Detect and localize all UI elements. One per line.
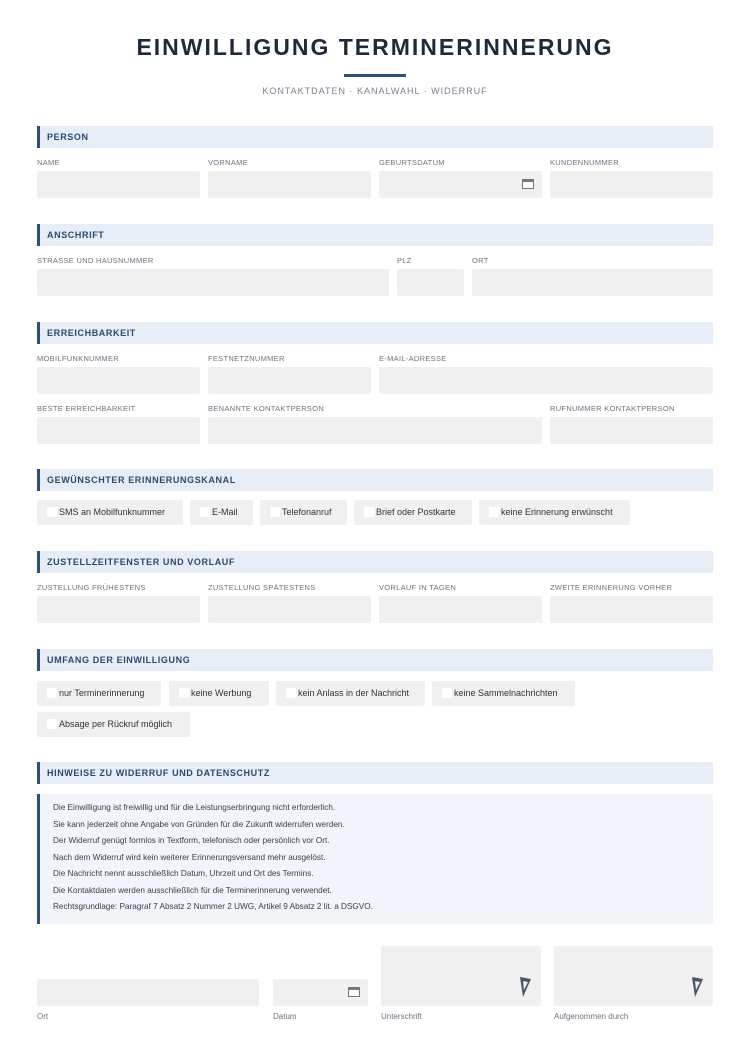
- section-person-header: [37, 126, 713, 148]
- name-label: NAME: [37, 158, 60, 167]
- unterschrift-label: Unterschrift: [381, 1012, 422, 1021]
- hinweis-line: Rechtsgrundlage: Paragraf 7 Absatz 2 Nummer 2 UWG, Artikel 9 Absatz 2 lit. a DSGVO.: [53, 902, 373, 911]
- zustellung-spaet-field[interactable]: [208, 596, 371, 623]
- kundennummer-field[interactable]: [550, 171, 713, 198]
- beste-erreichbarkeit-field[interactable]: [37, 417, 200, 444]
- section-erreichbarkeit-header: [37, 322, 713, 344]
- zustellung-frueh-field[interactable]: [37, 596, 200, 623]
- festnetz-field[interactable]: [208, 367, 371, 394]
- checkbox[interactable]: [489, 507, 499, 517]
- checkbox[interactable]: [47, 719, 57, 729]
- zustellung-spaet-label: ZUSTELLUNG SPÄTESTENS: [208, 583, 316, 592]
- hinweis-line: Sie kann jederzeit ohne Angabe von Gründen für die Zukunft widerrufen werden.: [53, 820, 345, 829]
- checkbox[interactable]: [286, 688, 296, 698]
- ort-field[interactable]: [472, 269, 713, 296]
- strasse-label: STRASSE UND HAUSNUMMER: [37, 256, 154, 265]
- section-erreichbarkeit-title: ERREICHBARKEIT: [47, 328, 136, 338]
- ort-signatur-label: Ort: [37, 1012, 49, 1021]
- section-umfang-title: UMFANG DER EINWILLIGUNG: [47, 655, 191, 665]
- section-umfang-header: [37, 649, 713, 671]
- pen-icon: [518, 976, 532, 998]
- rufnummer-kontaktperson-field[interactable]: [550, 417, 713, 444]
- vorname-field[interactable]: [208, 171, 371, 198]
- zweite-erinnerung-field[interactable]: [550, 596, 713, 623]
- calendar-icon[interactable]: [348, 987, 360, 997]
- umfang-option-kein-anlass[interactable]: kein Anlass in der Nachricht: [276, 681, 425, 706]
- section-kanal-title: GEWÜNSCHTER ERINNERUNGSKANAL: [47, 475, 236, 485]
- aufgenommen-field[interactable]: [554, 946, 713, 1006]
- email-field[interactable]: [379, 367, 713, 394]
- mobil-label: MOBILFUNKNUMMER: [37, 354, 120, 363]
- umfang-option-nur-termin[interactable]: nur Terminerinnerung: [37, 681, 161, 706]
- zustellung-frueh-label: ZUSTELLUNG FRÜHESTENS: [37, 583, 146, 592]
- hinweise-textblock: [37, 794, 713, 924]
- checkbox[interactable]: [270, 507, 280, 517]
- plz-field[interactable]: [397, 269, 464, 296]
- section-person-title: PERSON: [47, 132, 89, 142]
- hinweis-line: Der Widerruf genügt formlos in Textform, telefonisch oder persönlich vor Ort.: [53, 836, 330, 845]
- title-underline: [344, 74, 406, 77]
- page-subtitle: KONTAKTDATEN · KANALWAHL · WIDERRUF: [262, 86, 488, 96]
- section-zustellung-title: ZUSTELLZEITFENSTER UND VORLAUF: [47, 557, 235, 567]
- rufnummer-kontaktperson-label: RUFNUMMER KONTAKTPERSON: [550, 404, 675, 413]
- checkbox[interactable]: [200, 507, 210, 517]
- checkbox[interactable]: [364, 507, 374, 517]
- checkbox[interactable]: [47, 507, 57, 517]
- section-zustellung-header: [37, 551, 713, 573]
- section-hinweise-title: HINWEISE ZU WIDERRUF UND DATENSCHUTZ: [47, 768, 270, 778]
- calendar-icon[interactable]: [522, 179, 534, 189]
- email-label: E-MAIL-ADRESSE: [379, 354, 447, 363]
- zweite-erinnerung-label: ZWEITE ERINNERUNG VORHER: [550, 583, 673, 592]
- section-anschrift-title: ANSCHRIFT: [47, 230, 105, 240]
- vorlauf-label: VORLAUF IN TAGEN: [379, 583, 457, 592]
- ort-signatur-field[interactable]: [37, 979, 259, 1006]
- checkbox[interactable]: [179, 688, 189, 698]
- kundennummer-label: KUNDENNUMMER: [550, 158, 620, 167]
- datum-signatur-field[interactable]: [273, 979, 368, 1006]
- kontaktperson-label: BENANNTE KONTAKTPERSON: [208, 404, 325, 413]
- kanal-option-sms[interactable]: SMS an Mobilfunknummer: [37, 500, 183, 525]
- page-title: EINWILLIGUNG TERMINERINNERUNG: [136, 34, 614, 60]
- strasse-field[interactable]: [37, 269, 389, 296]
- geburtsdatum-field[interactable]: [379, 171, 542, 198]
- unterschrift-field[interactable]: [381, 946, 541, 1006]
- kanal-option-keine[interactable]: keine Erinnerung erwünscht: [479, 500, 630, 525]
- hinweis-line: Die Nachricht nennt ausschließlich Datum, Uhrzeit und Ort des Termins.: [53, 869, 314, 878]
- pen-icon: [690, 976, 704, 998]
- umfang-option-keine-werbung[interactable]: keine Werbung: [169, 681, 269, 706]
- umfang-option-absage-rueckruf[interactable]: Absage per Rückruf möglich: [37, 712, 190, 737]
- hinweis-line: Die Einwilligung ist freiwillig und für die Leistungserbringung nicht erforderlich.: [53, 803, 336, 812]
- kanal-option-telefon[interactable]: Telefonanruf: [260, 500, 347, 525]
- festnetz-label: FESTNETZNUMMER: [208, 354, 285, 363]
- beste-erreichbarkeit-label: BESTE ERREICHBARKEIT: [37, 404, 136, 413]
- datum-signatur-label: Datum: [273, 1012, 297, 1021]
- hinweis-line: Nach dem Widerruf wird kein weiterer Erinnerungsversand mehr ausgelöst.: [53, 853, 326, 862]
- vorlauf-field[interactable]: [379, 596, 542, 623]
- hinweis-line: Die Kontaktdaten werden ausschließlich für die Terminerinnerung verwendet.: [53, 886, 332, 895]
- kanal-option-brief[interactable]: Brief oder Postkarte: [354, 500, 472, 525]
- mobil-field[interactable]: [37, 367, 200, 394]
- kanal-option-email[interactable]: E-Mail: [190, 500, 253, 525]
- kontaktperson-field[interactable]: [208, 417, 542, 444]
- plz-label: PLZ: [397, 256, 412, 265]
- checkbox[interactable]: [442, 688, 452, 698]
- name-field[interactable]: [37, 171, 200, 198]
- checkbox[interactable]: [47, 688, 57, 698]
- section-anschrift-header: [37, 224, 713, 246]
- ort-label: ORT: [472, 256, 489, 265]
- geburtsdatum-label: GEBURTSDATUM: [379, 158, 445, 167]
- section-kanal-header: [37, 469, 713, 491]
- vorname-label: VORNAME: [208, 158, 249, 167]
- section-hinweise-header: [37, 762, 713, 784]
- umfang-option-keine-sammel[interactable]: keine Sammelnachrichten: [432, 681, 575, 706]
- aufgenommen-label: Aufgenommen durch: [554, 1012, 629, 1021]
